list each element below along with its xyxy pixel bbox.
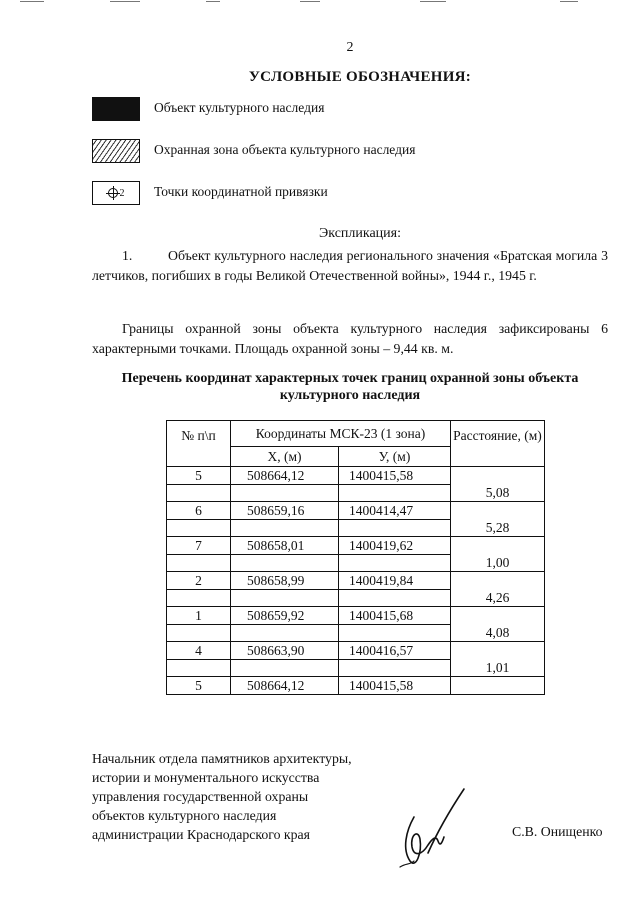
segment-distance: 4,26: [451, 590, 545, 607]
page-number: 2: [346, 40, 354, 55]
point-number: 5: [167, 677, 231, 695]
legend-label: Охранная зона объекта культурного наследия: [154, 142, 416, 157]
segment-distance: 5,28: [451, 520, 545, 537]
segment-distance: 1,00: [451, 555, 545, 572]
table-row: [167, 502, 545, 520]
table-row: [167, 677, 545, 695]
legend-label: Точки координатной привязки: [154, 184, 328, 199]
point-number: 7: [167, 537, 231, 555]
point-number: 2: [167, 572, 231, 590]
point-number: 5: [167, 467, 231, 485]
header-coords: Координаты МСК-23 (1 зона): [231, 421, 451, 447]
explication-item-number: 1.: [122, 248, 133, 263]
distance-row: [167, 660, 545, 677]
point-y: 1400416,57: [339, 642, 451, 660]
header-num: № п\п: [167, 421, 231, 467]
point-number: 1: [167, 607, 231, 625]
position-line: объектов культурного наследия: [92, 808, 277, 823]
table-row: [167, 607, 545, 625]
signatory-position: [92, 749, 402, 844]
point-x: 508659,16: [231, 502, 339, 520]
distance-row: [167, 485, 545, 502]
boundary-text: Границы охранной зоны объекта культурного наследия зафиксированы 6 характерными точками. Площадь охранной зоны – 9,44 кв. м.: [92, 321, 608, 356]
table-row: [167, 467, 545, 485]
point-number: 6: [167, 502, 231, 520]
signer-name: С.В. Онищенко: [512, 824, 603, 839]
point-symbol-number: 2: [119, 187, 125, 199]
handwritten-signature-icon: [392, 783, 472, 871]
table-row: [167, 572, 545, 590]
explication-item: [92, 246, 608, 286]
table-row: [167, 537, 545, 555]
coordinates-table: [166, 420, 545, 695]
point-y: 1400414,47: [339, 502, 451, 520]
solid-fill-swatch-icon: [92, 97, 140, 121]
point-x: 508658,99: [231, 572, 339, 590]
boundary-paragraph: [92, 319, 608, 359]
distance-row: [167, 520, 545, 537]
point-y: 1400415,68: [339, 607, 451, 625]
point-x: 508658,01: [231, 537, 339, 555]
explication-item-text: Объект культурного наследия регионального значения «Братская могила 3 летчиков, погибших в годы Великой Отечественной войны», 1944 г., 1945 г.: [92, 248, 608, 283]
top-edge-marks: [0, 0, 640, 6]
crosshair-icon: [108, 188, 118, 198]
coords-table-title: Перечень координат характерных точек границ охранной зоны объекта культурного наследия: [121, 371, 579, 403]
distance-row: [167, 625, 545, 642]
position-line: управления государственной охраны: [92, 789, 309, 804]
legend-label: Объект культурного наследия: [154, 100, 325, 115]
point-y: 1400415,58: [339, 677, 451, 695]
position-line: истории и монументального искусства: [92, 770, 320, 785]
legend-title: УСЛОВНЫЕ ОБОЗНАЧЕНИЯ:: [248, 69, 472, 85]
explication-title: Экспликация:: [319, 226, 401, 241]
header-y: У, (м): [339, 447, 451, 467]
segment-distance: 5,08: [451, 485, 545, 502]
hatched-swatch-icon: [92, 139, 140, 163]
point-x: 508659,92: [231, 607, 339, 625]
point-x: 508664,12: [231, 467, 339, 485]
point-y: 1400419,62: [339, 537, 451, 555]
segment-distance: 1,01: [451, 660, 545, 677]
header-distance: Расстояние, (м): [451, 421, 545, 467]
table-row: [167, 642, 545, 660]
point-number: 4: [167, 642, 231, 660]
reference-point-swatch-icon: [92, 181, 140, 205]
point-y: 1400415,58: [339, 467, 451, 485]
point-y: 1400419,84: [339, 572, 451, 590]
distance-row: [167, 555, 545, 572]
distance-row: [167, 590, 545, 607]
position-line: Начальник отдела памятников архитектуры,: [92, 751, 352, 766]
segment-distance: 4,08: [451, 625, 545, 642]
position-line: администрации Краснодарского края: [92, 827, 311, 842]
header-x: X, (м): [231, 447, 339, 467]
point-x: 508664,12: [231, 677, 339, 695]
point-x: 508663,90: [231, 642, 339, 660]
